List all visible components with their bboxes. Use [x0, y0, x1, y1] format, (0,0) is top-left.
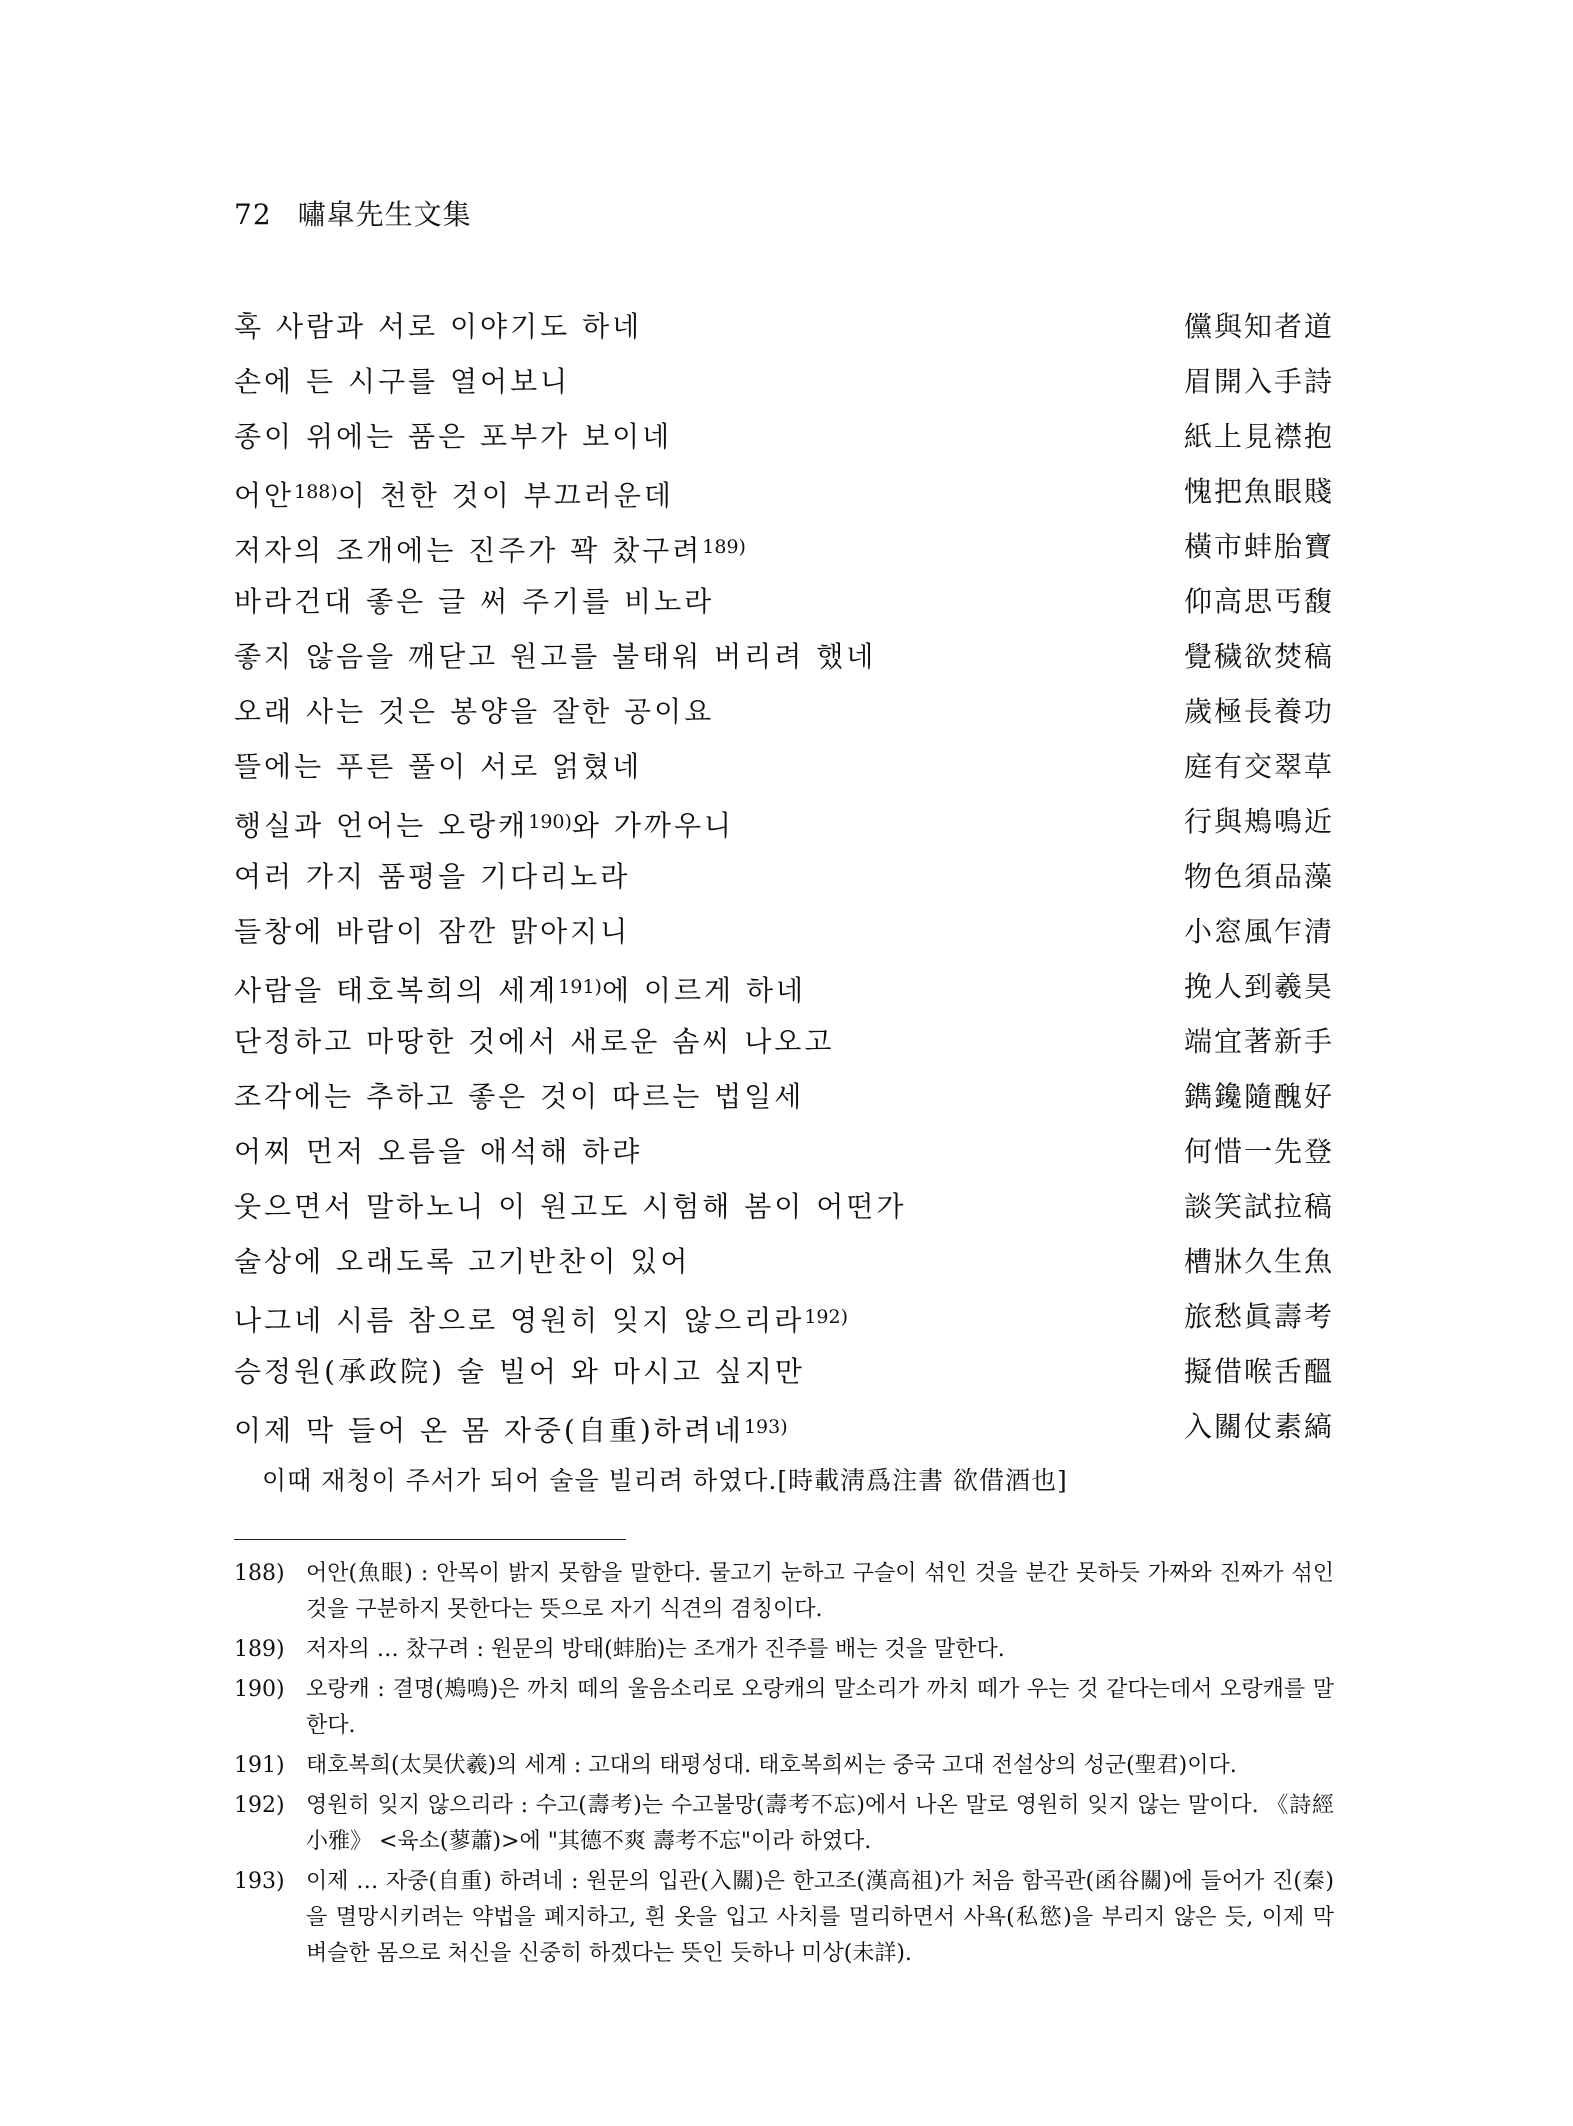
- korean-translation: 저자의 조개에는 진주가 꽉 찼구려$^{189)}$: [234, 534, 746, 567]
- classical-chinese-line: 行與鴂鳴近: [1183, 805, 1334, 838]
- classical-chinese-line: 擬借喉舌醞: [1183, 1355, 1334, 1388]
- verse-line: [234, 360, 1334, 415]
- verse-line: [234, 1020, 1334, 1075]
- footnote-text: 저자의 … 찼구려 : 원문의 방태(蚌胎)는 조개가 진주를 배는 것을 말한다.: [306, 1637, 1005, 1662]
- footnote-ref[interactable]: 192): [804, 1306, 849, 1328]
- korean-translation: 여러 가지 품평을 기다리노라: [234, 860, 631, 893]
- classical-chinese-line: 紙上見襟抱: [1183, 420, 1334, 453]
- classical-chinese-line: 歲極長養功: [1183, 695, 1334, 728]
- korean-translation: 행실과 언어는 오랑캐$^{190)}$와 가까우니: [234, 809, 735, 842]
- footnote-number: 189): [234, 1637, 285, 1662]
- footnote: [234, 1864, 1334, 1972]
- verse-line: [234, 415, 1334, 470]
- verse-line: [234, 305, 1334, 360]
- classical-chinese-line: 旅愁眞壽考: [1183, 1300, 1334, 1333]
- footnote-text: 이제 … 자중(自重) 하려네 : 원문의 입관(入關)은 한고조(漢高祖)가 처음 함곡관(函谷關)에 들어가 진(秦)을 멸망시키려는 약법을 폐지하고, 흰 옷을 입고 사치를 멀리하면서 사욕(私慾)을 부리지 않은 듯, 이제 막 벼슬한 몸으로 처신을 신중히 하겠다는 뜻인 듯하나 미상(未詳).: [306, 1869, 1334, 1966]
- verse-note: 이때 재청이 주서가 되어 술을 빌리려 하였다.[時載淸爲注書 欲借酒也]: [262, 1466, 1068, 1495]
- footnote: [234, 1632, 1334, 1668]
- verse-line: [234, 635, 1334, 690]
- verse-line: [234, 745, 1334, 800]
- verse-line: [234, 690, 1334, 745]
- korean-translation: 혹 사람과 서로 이야기도 하네: [234, 310, 643, 343]
- footnote-number: 193): [234, 1869, 285, 1894]
- korean-translation: 사람을 태호복희의 세계$^{191)}$에 이르게 하네: [234, 974, 807, 1007]
- footnote: [234, 1748, 1334, 1784]
- footnote-text: 오랑캐 : 결명(鴂鳴)은 까치 떼의 울음소리로 오랑캐의 말소리가 까치 떼가 우는 것 같다는데서 오랑캐를 말한다.: [306, 1677, 1334, 1738]
- footnote-number: 191): [234, 1753, 285, 1778]
- footnote-number: 188): [234, 1561, 285, 1586]
- footnote-text: 영원히 잊지 않으리라 : 수고(壽考)는 수고불망(壽考不忘)에서 나온 말로 영원히 잊지 않는 말이다. 《詩經 小雅》 <육소(蓼蕭)>에 "其德不爽 壽考不忘"이라 하였다.: [306, 1793, 1334, 1854]
- korean-translation: 들창에 바람이 잠깐 맑아지니: [234, 915, 631, 948]
- verse-line: [234, 855, 1334, 910]
- korean-translation: 뜰에는 푸른 풀이 서로 얽혔네: [234, 750, 643, 783]
- footnote-ref[interactable]: 188): [294, 481, 338, 503]
- korean-translation: 술상에 오래도록 고기반찬이 있어: [234, 1245, 691, 1278]
- verse-line: [234, 1350, 1334, 1405]
- footnote-number: 190): [234, 1677, 285, 1702]
- korean-translation: 조각에는 추하고 좋은 것이 따르는 법일세: [234, 1080, 805, 1113]
- korean-translation: 어찌 먼저 오름을 애석해 하랴: [234, 1135, 643, 1168]
- classical-chinese-line: 談笑試拉稿: [1183, 1190, 1334, 1223]
- footnote: [234, 1672, 1334, 1744]
- korean-translation: 손에 든 시구를 열어보니: [234, 365, 571, 398]
- footnote-text: 태호복희(太昊伏羲)의 세계 : 고대의 태평성대. 태호복희씨는 중국 고대 전설상의 성군(聖君)이다.: [306, 1753, 1237, 1778]
- footnotes: [234, 1556, 1334, 1976]
- footnote: [234, 1556, 1334, 1628]
- footnote-number: 192): [234, 1793, 285, 1818]
- classical-chinese-line: 鐫鑱隨醜好: [1183, 1080, 1334, 1113]
- classical-chinese-line: 物色須品藻: [1183, 860, 1334, 893]
- korean-translation: 이제 막 들어 온 몸 자중(自重)하려네$^{193)}$: [234, 1414, 788, 1447]
- footnote-ref[interactable]: 190): [528, 811, 572, 833]
- classical-chinese-line: 小窓風乍清: [1183, 915, 1334, 948]
- classical-chinese-line: 何惜一先登: [1183, 1135, 1334, 1168]
- running-header: [234, 193, 472, 233]
- verse-line: [234, 1405, 1334, 1460]
- verse-line: [234, 1075, 1334, 1130]
- verse-line: [234, 470, 1334, 525]
- classical-chinese-line: 橫市蚌胎寶: [1183, 530, 1334, 563]
- verse-line: [234, 910, 1334, 965]
- classical-chinese-line: 庭有交翠草: [1183, 750, 1334, 783]
- poem-body: [234, 305, 1334, 1460]
- classical-chinese-line: 仰高思丐馥: [1183, 585, 1334, 618]
- verse-line: [234, 800, 1334, 855]
- classical-chinese-line: 槽牀久生魚: [1183, 1245, 1334, 1278]
- classical-chinese-line: 挽人到羲昊: [1183, 970, 1334, 1003]
- footnote-ref[interactable]: 191): [558, 976, 602, 998]
- korean-translation: 단정하고 마땅한 것에서 새로운 솜씨 나오고: [234, 1025, 835, 1058]
- classical-chinese-line: 儻與知者道: [1183, 310, 1334, 343]
- verse-line: [234, 525, 1334, 580]
- verse-line: [234, 1295, 1334, 1350]
- korean-translation: 승정원(承政院) 술 빌어 와 마시고 싶지만: [234, 1355, 805, 1388]
- footnote-ref[interactable]: 189): [702, 536, 746, 558]
- verse-line: [234, 1130, 1334, 1185]
- verse-line: [234, 965, 1334, 1020]
- classical-chinese-line: 端宜著新手: [1183, 1025, 1334, 1058]
- verse-line: [234, 1185, 1334, 1240]
- footnote: [234, 1788, 1334, 1860]
- korean-translation: 어안$^{188)}$이 천한 것이 부끄러운데: [234, 479, 674, 512]
- korean-translation: 나그네 시름 참으로 영원히 잊지 않으리라$^{192)}$: [234, 1304, 849, 1337]
- page-number: 72: [234, 198, 272, 231]
- verse-line: [234, 1240, 1334, 1295]
- verse-line: [234, 580, 1334, 635]
- classical-chinese-line: 覺穢欲焚稿: [1183, 640, 1334, 673]
- korean-translation: 오래 사는 것은 봉양을 잘한 공이요: [234, 695, 715, 728]
- korean-translation: 바라건대 좋은 글 써 주기를 비노라: [234, 585, 715, 618]
- korean-translation: 좋지 않음을 깨닫고 원고를 불태워 버리려 했네: [234, 640, 877, 673]
- footnote-ref[interactable]: 193): [743, 1416, 788, 1438]
- footnote-divider: [234, 1539, 626, 1540]
- korean-translation: 웃으면서 말하노니 이 원고도 시험해 봄이 어떤가: [234, 1190, 907, 1223]
- classical-chinese-line: 眉開入手詩: [1183, 365, 1334, 398]
- footnote-text: 어안(魚眼) : 안목이 밝지 못함을 말한다. 물고기 눈하고 구슬이 섞인 것을 분간 못하듯 가짜와 진짜가 섞인 것을 구분하지 못한다는 뜻으로 자기 식견의 겸칭이다.: [306, 1561, 1334, 1622]
- classical-chinese-line: 愧把魚眼賤: [1183, 475, 1334, 508]
- book-title: 嘯皐先生文集: [297, 198, 472, 231]
- classical-chinese-line: 入關仗素縞: [1183, 1410, 1334, 1443]
- korean-translation: 종이 위에는 품은 포부가 보이네: [234, 420, 673, 453]
